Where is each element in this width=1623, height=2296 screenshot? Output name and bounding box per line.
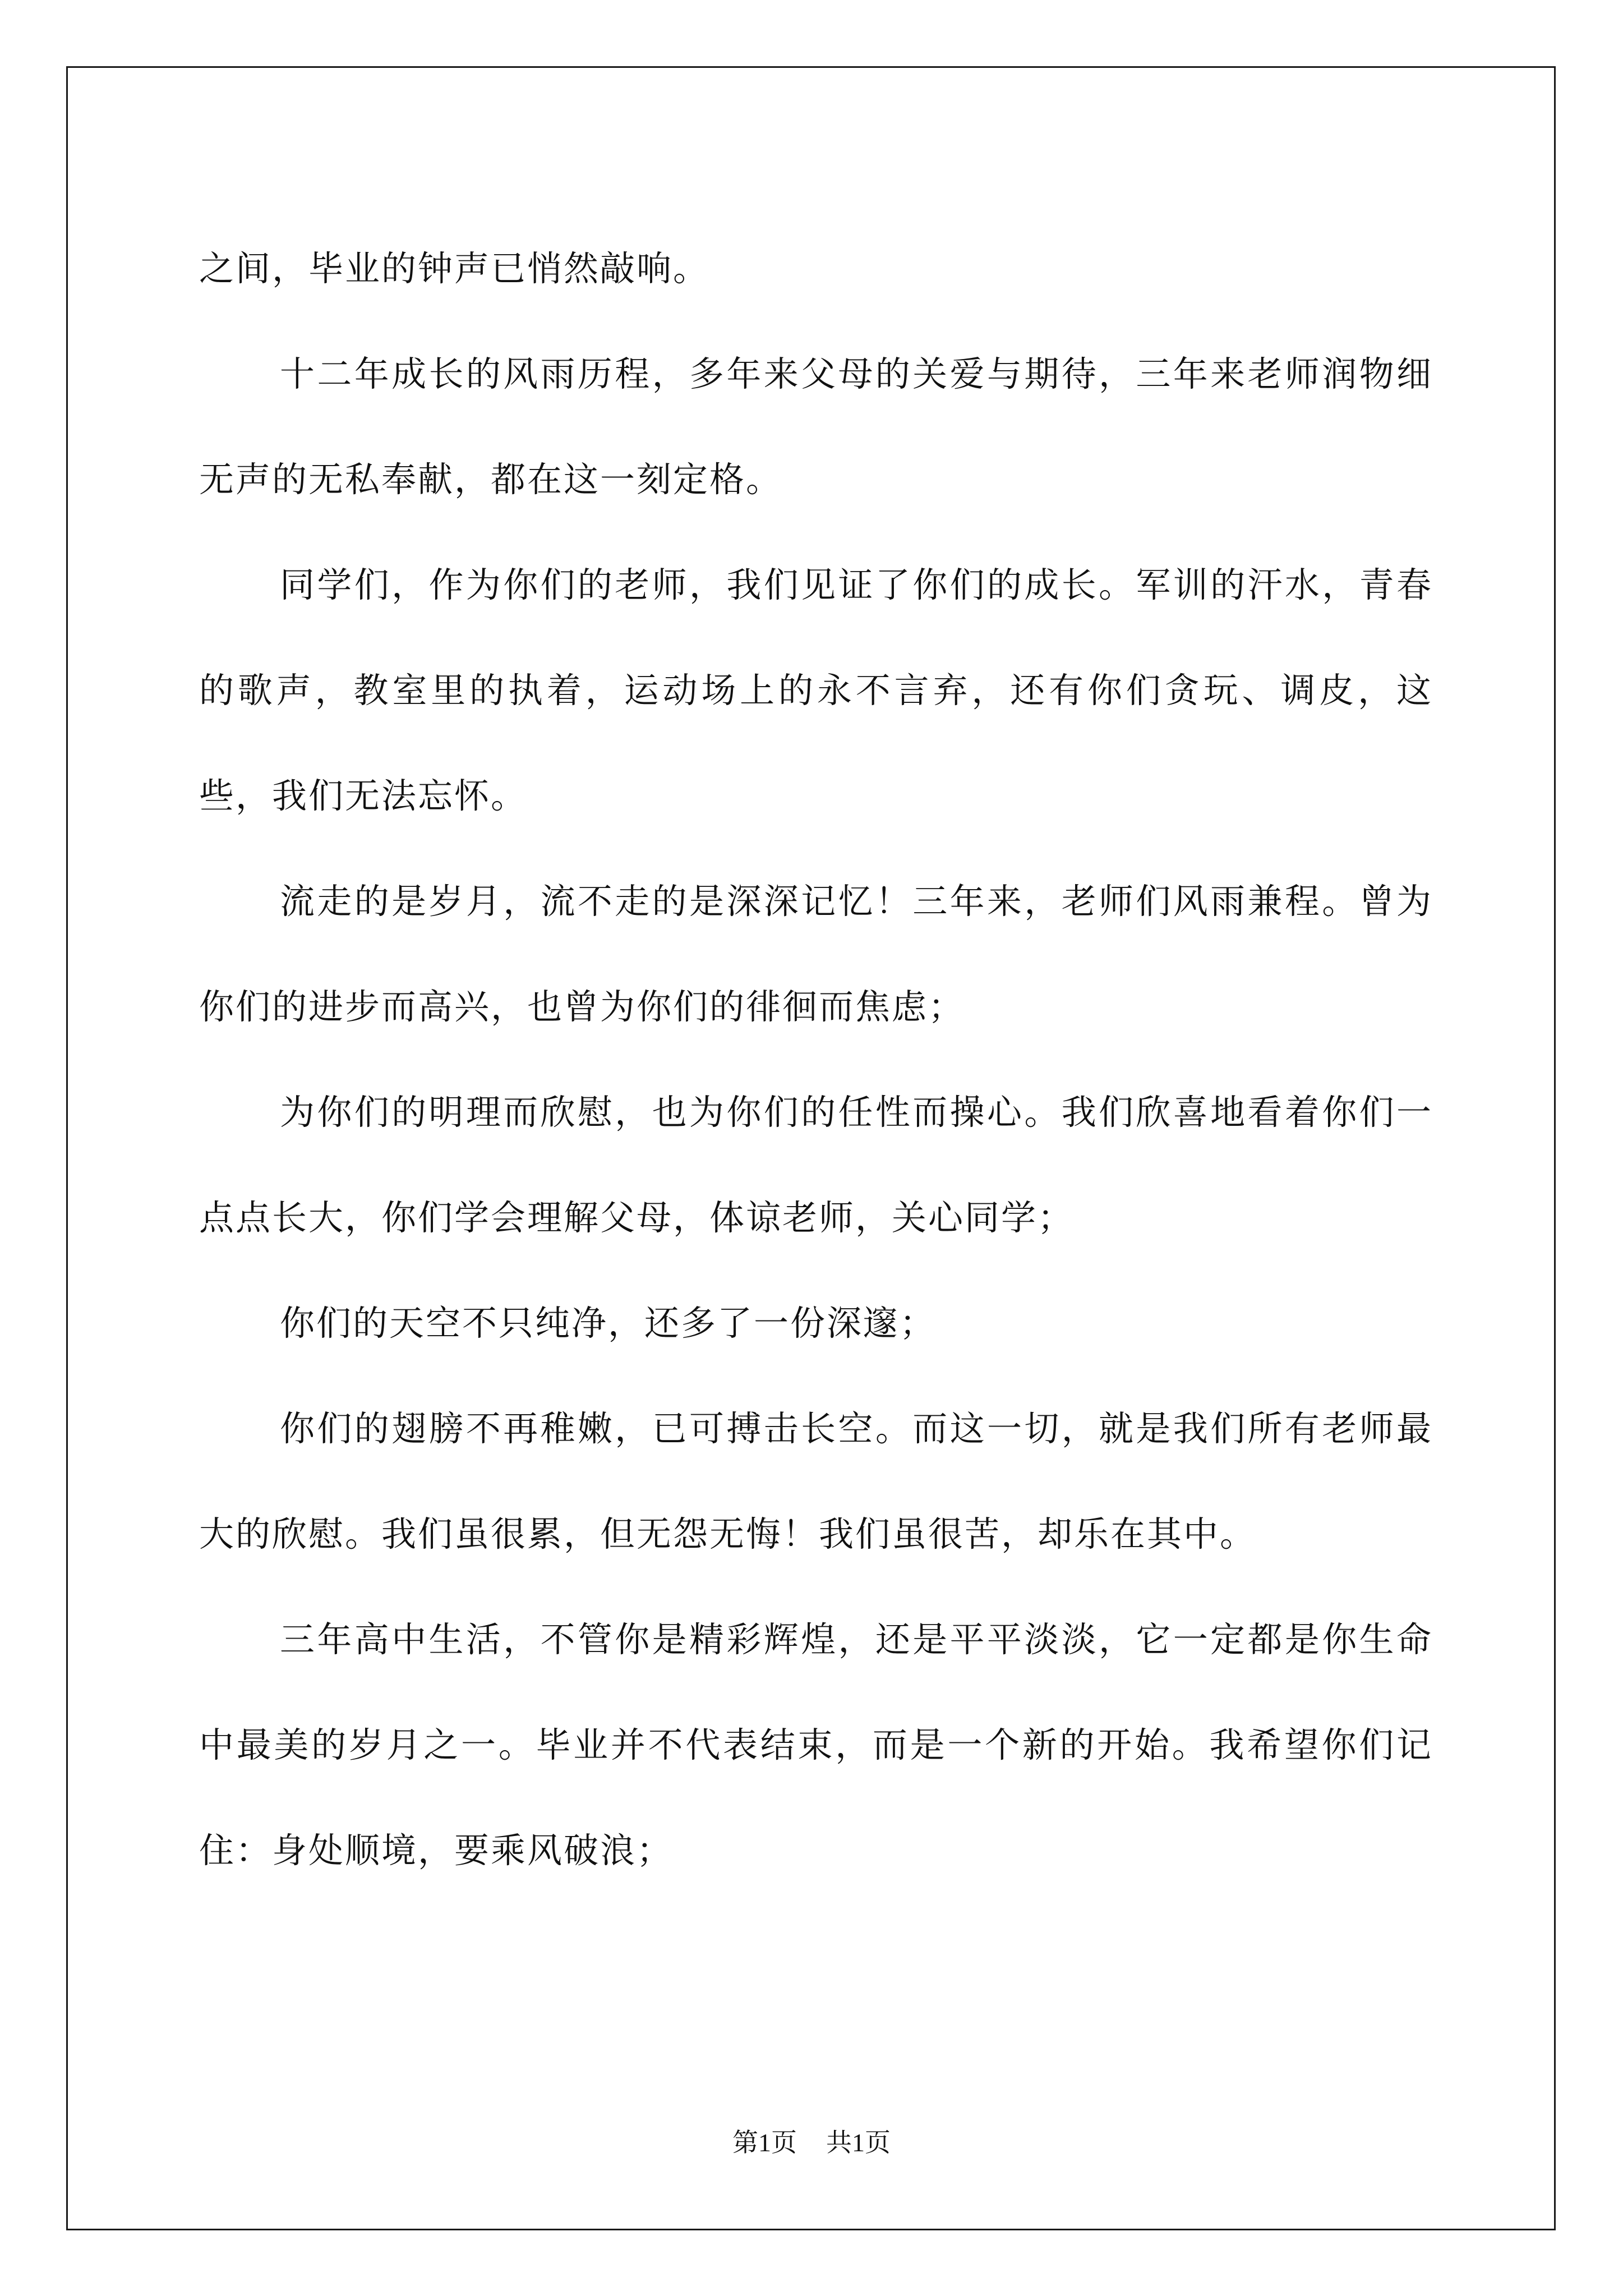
paragraph: 为你们的明理而欣慰，也为你们的任性而操心。我们欣喜地看着你们一点点长大，你们学会理解父母，体谅老师，关心同学； bbox=[199, 1092, 1433, 1238]
paragraph: 之间，毕业的钟声已悄然敲响。 bbox=[199, 248, 710, 289]
paragraph: 十二年成长的风雨历程，多年来父母的关爱与期待，三年来老师润物细无声的无私奉献，都在这一刻定格。 bbox=[199, 353, 1433, 500]
page-number: 第1页 bbox=[732, 2128, 797, 2157]
page-footer bbox=[0, 2126, 1623, 2160]
paragraph: 你们的翅膀不再稚嫩，已可搏击长空。而这一切，就是我们所有老师最大的欣慰。我们虽很累，但无怨无悔！我们虽很苦，却乐在其中。 bbox=[199, 1408, 1433, 1554]
paragraph: 你们的天空不只纯净，还多了一份深邃； bbox=[280, 1303, 937, 1343]
document-body bbox=[199, 216, 1433, 1903]
paragraph: 流走的是岁月，流不走的是深深记忆！三年来，老师们风雨兼程。曾为你们的进步而高兴，也曾为你们的徘徊而焦虑； bbox=[199, 881, 1433, 1027]
page-total: 共1页 bbox=[826, 2128, 891, 2157]
paragraph: 三年高中生活，不管你是精彩辉煌，还是平平淡淡，它一定都是你生命中最美的岁月之一。毕业并不代表结束，而是一个新的开始。我希望你们记住：身处顺境，要乘风破浪； bbox=[199, 1619, 1433, 1871]
paragraph: 同学们，作为你们的老师，我们见证了你们的成长。军训的汗水，青春的歌声，教室里的执着，运动场上的永不言弃，还有你们贪玩、调皮，这些，我们无法忘怀。 bbox=[199, 564, 1433, 816]
